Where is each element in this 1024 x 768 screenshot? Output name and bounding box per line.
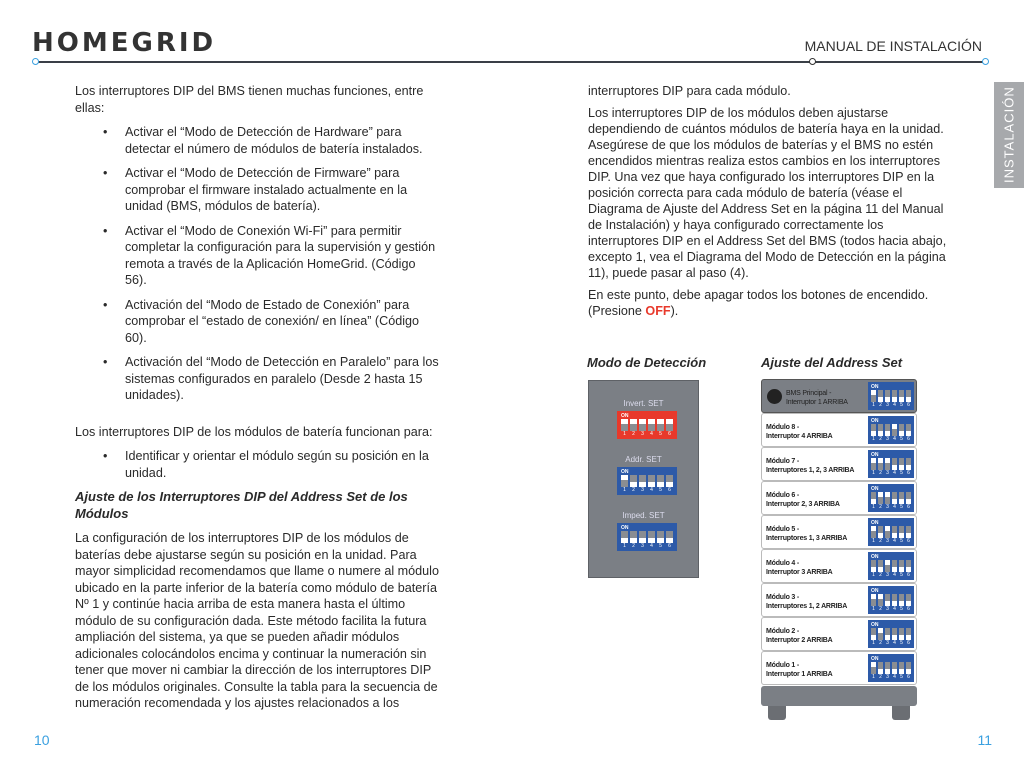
switch-number: 5 [900,640,903,646]
switch-number: 2 [879,538,882,544]
row-text: Módulo 2 - [766,628,799,635]
on-label: ON [871,452,879,458]
switch-1 [621,419,628,431]
switch-2 [878,526,883,538]
set-label: Invert. SET [623,399,664,408]
switch-number: 2 [879,674,882,680]
switch-5 [899,424,904,436]
switch-1 [871,492,876,504]
switch-number: 3 [886,640,889,646]
on-label: ON [871,418,879,424]
dip-switch [868,518,914,546]
switch-number: 5 [900,606,903,612]
switch-6 [906,526,911,538]
list-item: • Activación del “Modo de Estado de Conexión” para comprobar el “estado de conexión/ en línea” (Código 60). [75,297,440,347]
switch-4 [892,424,897,436]
switch-2 [878,424,883,436]
config-paragraph: La configuración de los interruptores DIP de los módulos de baterías debe ajustarse según su posición en la unidad. Para mayor simplicidad recomendamos que llame o numere al módulo ubicado en la parte inferior de la batería como módulo de batería Nº 1 y continúe hacia arriba de esta manera hasta el último módulo de su configuración dada. Este método facilita la futura ampliación del sistema, ya que se pueden añadir módulos adicionales colocándolos encima y continuar la numeración sin tener que mover ni cambiar la dirección de los interruptores DIP de los módulos originales. Consulte la tabla para la secuencia de numeración recomendada y los ajustes relacionados a los [75,531,439,710]
paragraph: interruptores DIP para cada módulo. [588,84,791,98]
on-label: ON [621,525,629,531]
module-row [761,413,917,447]
switch-number: 3 [886,674,889,680]
switch-number: 1 [872,402,875,408]
switch-5 [899,560,904,572]
row-text: Interruptor 3 ARRIBA [766,569,833,576]
off-label: OFF [645,304,671,318]
switch-5 [899,458,904,470]
switch-number: 3 [886,504,889,510]
switch-number: 1 [623,487,626,493]
functions-list [75,124,440,404]
switch-5 [899,594,904,606]
switch-number: 2 [879,572,882,578]
row-label [766,525,847,543]
switch-4 [892,628,897,640]
switch-5 [657,531,664,543]
switch-2 [878,458,883,470]
switch-number: 6 [907,640,910,646]
switch-4 [892,492,897,504]
switch-number: 2 [632,431,635,437]
list-item: • Activación del “Modo de Detección en Paralelo” para los sistemas configurados en paralelo (Desde 2 hasta 15 unidades). [75,354,440,404]
text: ). [670,304,679,318]
switch-1 [621,475,628,487]
switch-number: 2 [879,606,882,612]
switch-number: 2 [632,487,635,493]
list-item: • Activar el “Modo de Detección de Hardware” para detectar el número de módulos de batería instalados. [75,124,440,157]
text: En este punto, debe apagar todos los botones de encendido. (Presione [588,288,929,318]
section-heading: Ajuste de los Interruptores DIP del Address Set de los Módulos [75,489,408,521]
switch-number: 3 [886,572,889,578]
list-item: • Identificar y orientar el módulo según su posición en la unidad. [75,448,440,481]
header-divider [36,61,984,63]
switch-number: 4 [893,504,896,510]
switch-number: 2 [879,436,882,442]
dip-switch [617,467,677,495]
row-label [766,593,847,611]
switch-number: 1 [872,538,875,544]
switch-4 [892,662,897,674]
row-label [766,423,833,441]
on-label: ON [871,656,879,662]
switch-3 [885,628,890,640]
switch-2 [878,662,883,674]
switch-number: 6 [907,572,910,578]
switch-5 [899,628,904,640]
switch-number: 4 [893,538,896,544]
switch-1 [871,662,876,674]
switch-1 [871,390,876,402]
paragraph: Los interruptores DIP de los módulos deben ajustarse dependiendo de cuántos módulos de batería haya en la unidad. Asegúrese de que los módulos de baterías y el BMS no estén encendidos mientras realiza estos cambios en los interruptores DIP. Una vez que haya configurado los interruptores DIP en la posición correcta para cada módulo de batería (véase el Diagrama de Ajuste del Address Set en la página 11 del Manual de Instalación) y haya configurado correctamente los interruptores DIP en el Address Set del BMS (todos hacia abajo, excepto 1, vea el Diagrama del Modo de Detección en la página 11), puede pasar al paso (4). [588,106,947,280]
switch-1 [871,424,876,436]
switch-number: 1 [872,504,875,510]
address-set-rack [761,379,917,722]
switch-number: 3 [886,538,889,544]
switch-1 [871,628,876,640]
switch-number: 1 [623,543,626,549]
switch-3 [885,526,890,538]
switch-number: 4 [893,402,896,408]
switch-number: 3 [886,470,889,476]
foot [768,706,786,720]
switch-6 [906,424,911,436]
switch-number: 5 [659,543,662,549]
dip-switch [868,586,914,614]
switch-number: 3 [641,431,644,437]
power-knob-icon [767,389,782,404]
page-number-left: 10 [34,732,50,748]
list-item: • Activar el “Modo de Detección de Firmware” para comprobar el firmware instalado actualmente en la unidad (BMS, módulos de batería). [75,165,440,215]
dip-switch [868,654,914,682]
detection-mode-panel [588,380,699,578]
switch-1 [871,526,876,538]
switch-3 [639,475,646,487]
switch-3 [885,390,890,402]
switch-5 [657,419,664,431]
row-label [766,627,833,645]
switch-3 [885,458,890,470]
switch-6 [906,492,911,504]
module-row [761,515,917,549]
switch-6 [906,458,911,470]
switch-1 [871,594,876,606]
row-label [766,457,854,475]
row-text: Módulo 6 - [766,492,799,499]
switch-5 [899,492,904,504]
divider-dot [32,58,39,65]
on-label: ON [621,469,629,475]
switch-number: 5 [900,504,903,510]
on-label: ON [871,520,879,526]
switch-number: 1 [872,674,875,680]
switch-number: 1 [623,431,626,437]
switch-3 [885,594,890,606]
switch-1 [871,458,876,470]
module-row [761,549,917,583]
foot [892,706,910,720]
switch-number: 5 [900,436,903,442]
dip-switch [868,484,914,512]
switch-number: 2 [879,402,882,408]
switch-2 [878,492,883,504]
on-label: ON [621,413,629,419]
rack-feet [761,706,917,722]
switch-1 [871,560,876,572]
row-label [766,491,840,509]
switch-3 [885,492,890,504]
row-label [766,661,833,679]
row-text: Interruptores 1, 2, 3 ARRIBA [766,467,855,474]
module-row [761,447,917,481]
switch-number: 4 [893,470,896,476]
switch-number: 4 [893,606,896,612]
module-row [761,583,917,617]
list-item: • Activar el “Modo de Conexión Wi-Fi” para permitir completar la configuración para la supervisión y gestión remota a través de la Aplicación HomeGrid. (Código 56). [75,223,440,289]
switch-6 [666,419,673,431]
row-text: Módulo 5 - [766,526,799,533]
switch-number: 4 [893,572,896,578]
dip-switch [868,416,914,444]
switch-number: 2 [879,504,882,510]
switch-number: 3 [641,487,644,493]
switch-number: 3 [641,543,644,549]
switch-number: 1 [872,572,875,578]
switch-5 [899,662,904,674]
switch-6 [666,531,673,543]
switch-number: 1 [872,470,875,476]
switch-number: 4 [650,487,653,493]
switch-number: 5 [659,431,662,437]
row-text: Interruptor 4 ARRIBA [766,433,833,440]
row-text: Interruptor 1 ARRIBA [786,399,848,406]
row-text: Interruptores 1, 3 ARRIBA [766,535,848,542]
rack-base [761,686,917,706]
dip-switch [617,523,677,551]
switch-number: 3 [886,436,889,442]
switch-number: 6 [907,436,910,442]
paragraph [588,287,953,319]
switch-2 [878,628,883,640]
manual-title: MANUAL DE INSTALACIÓN [804,38,982,54]
switch-number: 6 [907,402,910,408]
switch-5 [899,526,904,538]
switch-3 [885,424,890,436]
switch-number: 5 [900,402,903,408]
switch-3 [885,662,890,674]
module-row [761,617,917,651]
switch-4 [892,560,897,572]
switch-number: 5 [900,538,903,544]
modules-list [75,448,440,481]
left-column [75,83,440,720]
intro-paragraph: Los interruptores DIP del BMS tienen muchas funciones, entre ellas: [75,84,424,115]
switch-4 [648,419,655,431]
dip-switch [868,382,914,410]
switch-number: 4 [650,431,653,437]
switch-3 [639,419,646,431]
switch-2 [878,594,883,606]
section-tab: INSTALACIÓN [994,82,1024,188]
switch-2 [630,531,637,543]
row-text: Módulo 1 - [766,662,799,669]
switch-5 [657,475,664,487]
switch-number: 3 [886,606,889,612]
switch-6 [906,390,911,402]
row-label [786,389,848,407]
switch-2 [878,560,883,572]
switch-6 [666,475,673,487]
on-label: ON [871,384,879,390]
switch-6 [906,662,911,674]
switch-number: 1 [872,606,875,612]
switch-number: 2 [879,640,882,646]
switch-number: 5 [900,470,903,476]
switch-4 [892,390,897,402]
module-row [761,481,917,515]
switch-number: 6 [907,674,910,680]
address-title: Ajuste del Address Set [761,355,903,370]
row-text: Interruptor 2 ARRIBA [766,637,833,644]
switch-4 [892,458,897,470]
on-label: ON [871,622,879,628]
switch-number: 6 [907,538,910,544]
row-text: BMS Principal - [786,390,832,397]
switch-6 [906,628,911,640]
switch-number: 6 [668,543,671,549]
switch-2 [630,419,637,431]
switch-number: 4 [893,436,896,442]
dip-switch [617,411,677,439]
row-text: Módulo 8 - [766,424,799,431]
homegrid-logo: HOMEGRID [32,28,217,58]
row-text: Interruptor 1 ARRIBA [766,671,833,678]
set-label: Addr. SET [625,455,662,464]
set-label: Imped. SET [622,511,665,520]
row-text: Módulo 4 - [766,560,799,567]
switch-number: 6 [907,470,910,476]
row-text: Módulo 3 - [766,594,799,601]
switch-4 [892,526,897,538]
module-row [761,651,917,685]
switch-4 [648,531,655,543]
bms-row [761,379,917,413]
switch-number: 6 [668,487,671,493]
switch-number: 1 [872,436,875,442]
page-number-right: 11 [977,732,992,748]
switch-number: 4 [893,640,896,646]
row-text: Interruptores 1, 2 ARRIBA [766,603,848,610]
switch-3 [885,560,890,572]
dip-switch [868,620,914,648]
switch-number: 2 [879,470,882,476]
dip-switch [868,552,914,580]
switch-number: 4 [893,674,896,680]
switch-number: 4 [650,543,653,549]
switch-2 [630,475,637,487]
switch-5 [899,390,904,402]
switch-3 [639,531,646,543]
divider-dot [982,58,989,65]
row-label [766,559,833,577]
switch-number: 6 [907,504,910,510]
row-text: Interruptor 2, 3 ARRIBA [766,501,840,508]
dip-switch [868,450,914,478]
on-label: ON [871,554,879,560]
on-label: ON [871,588,879,594]
switch-number: 5 [659,487,662,493]
detection-title: Modo de Detección [587,355,707,370]
switch-1 [621,531,628,543]
right-column [588,83,953,325]
switch-number: 3 [886,402,889,408]
on-label: ON [871,486,879,492]
switch-number: 5 [900,572,903,578]
switch-4 [892,594,897,606]
switch-2 [878,390,883,402]
switch-6 [906,594,911,606]
switch-number: 5 [900,674,903,680]
modules-paragraph: Los interruptores DIP de los módulos de batería funcionan para: [75,424,433,439]
switch-number: 6 [668,431,671,437]
switch-6 [906,560,911,572]
divider-dot [809,58,816,65]
switch-number: 1 [872,640,875,646]
switch-number: 2 [632,543,635,549]
switch-4 [648,475,655,487]
row-text: Módulo 7 - [766,458,799,465]
switch-number: 6 [907,606,910,612]
